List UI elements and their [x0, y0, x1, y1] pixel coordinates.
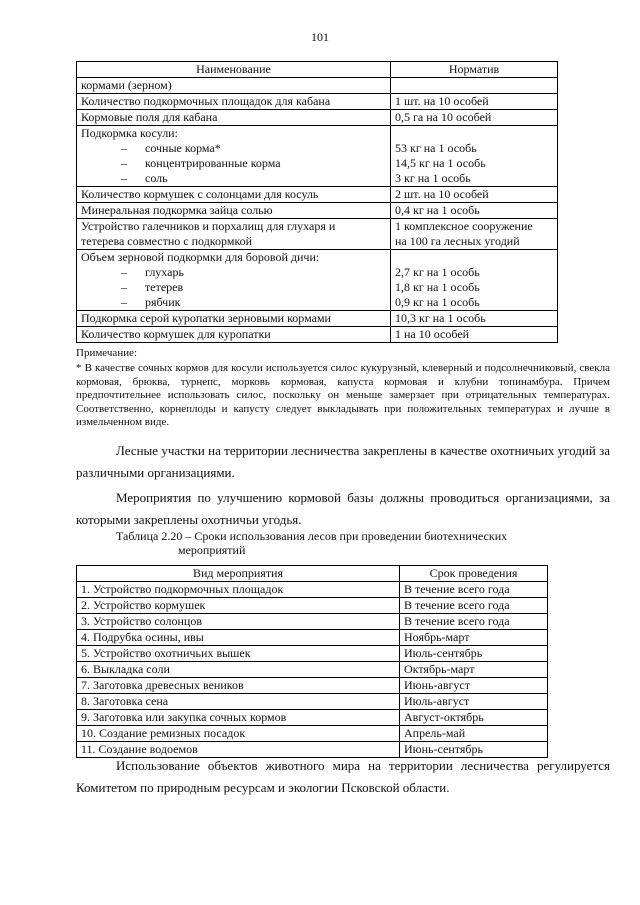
- table-row: [77, 94, 558, 110]
- sub-item-norm: 3 кг на 1 особь: [395, 171, 471, 185]
- caption-line: мероприятий: [178, 543, 246, 557]
- sub-item-name: соль: [145, 171, 168, 185]
- dash: –: [121, 171, 127, 185]
- column-header-activity: Вид мероприятия: [77, 566, 400, 582]
- table-row: [77, 78, 558, 94]
- column-header-period: Срок проведения: [400, 566, 548, 582]
- cell-period: Июль-август: [400, 694, 548, 710]
- cell-period: Апрель-май: [400, 726, 548, 742]
- dash: –: [121, 265, 127, 279]
- cell-period: Август-октябрь: [400, 710, 548, 726]
- sub-item: [81, 141, 386, 156]
- cell-norm: [391, 219, 558, 250]
- table-header-row: [77, 566, 548, 582]
- cell-norm: [391, 110, 558, 126]
- row-norm: 10,3 кг на 1 особь: [395, 311, 486, 325]
- cell-period: В течение всего года: [400, 582, 548, 598]
- cell-name: [77, 203, 391, 219]
- table-caption: [116, 529, 507, 557]
- row-name: Подкормка серой куропатки зерновыми кормами: [81, 311, 331, 325]
- row-norm: 1 шт. на 10 особей: [395, 94, 489, 108]
- sub-item-name: рябчик: [145, 295, 181, 309]
- cell-activity: 5. Устройство охотничьих вышек: [77, 646, 400, 662]
- table-row: [77, 110, 558, 126]
- sub-item-name: глухарь: [145, 265, 184, 279]
- row-name: Объем зерновой подкормки для боровой дичи:: [81, 250, 320, 264]
- sub-item: [81, 295, 386, 310]
- footnote: * В качестве сочных кормов для косули используется силос кукурузный, клеверный и подсолнечниковый, свекла кормовая, брюква, турнепс, морковь кормовая, капуста кормовая и клубни топинамбура. Причем предпочтительнее использовать силос, поскольку он меньше замерзает при отрицательных температурах. Соответственно, корнеплоды и капусту следует выкладывать при положительных температурах и лучше в измельченном виде.: [76, 362, 610, 428]
- row-norm: 1 комплексное сооружение: [395, 219, 533, 233]
- cell-norm: [391, 203, 558, 219]
- cell-period: В течение всего года: [400, 614, 548, 630]
- column-header-name: Наименование: [77, 62, 391, 78]
- sub-item-norm: 1,8 кг на 1 особь: [395, 280, 480, 294]
- row-name: Подкормка косули:: [81, 126, 178, 140]
- cell-name: [77, 250, 391, 311]
- row-norm: 0,5 га на 10 особей: [395, 110, 492, 124]
- row-name: Количество кормушек с солонцами для косуль: [81, 187, 319, 201]
- row-name: Количество кормушек для куропатки: [81, 327, 271, 341]
- table-row: [77, 646, 548, 662]
- cell-activity: 4. Подрубка осины, ивы: [77, 630, 400, 646]
- cell-norm: [391, 250, 558, 311]
- table-header-row: [77, 62, 558, 78]
- table-row: [77, 203, 558, 219]
- row-norm: [395, 250, 553, 265]
- table-row: [77, 126, 558, 187]
- table-row: [77, 710, 548, 726]
- dash: –: [121, 141, 127, 155]
- cell-norm: [391, 78, 558, 94]
- cell-name: [77, 126, 391, 187]
- row-name: Минеральная подкормка зайца солью: [81, 203, 273, 217]
- cell-activity: 1. Устройство подкормочных площадок: [77, 582, 400, 598]
- cell-period: Июнь-сентябрь: [400, 742, 548, 758]
- cell-period: Октябрь-март: [400, 662, 548, 678]
- cell-norm: [391, 311, 558, 327]
- sub-item-name: тетерев: [145, 280, 184, 294]
- row-name: Количество подкормочных площадок для кабана: [81, 94, 331, 108]
- table-row: [77, 678, 548, 694]
- cell-activity: 9. Заготовка или закупка сочных кормов: [77, 710, 400, 726]
- row-norm: 1 на 10 особей: [395, 327, 470, 341]
- sub-item: [81, 280, 386, 295]
- cell-period: В течение всего года: [400, 598, 548, 614]
- sub-item: [81, 156, 386, 171]
- sub-item-norm: 2,7 кг на 1 особь: [395, 265, 480, 279]
- cell-norm: [391, 327, 558, 343]
- note-label: Примечание:: [76, 347, 138, 359]
- table-row: [77, 250, 558, 311]
- sub-item-name: сочные корма*: [145, 141, 221, 155]
- row-norm: на 100 га лесных угодий: [395, 234, 520, 248]
- table-row: [77, 311, 558, 327]
- table-row: [77, 219, 558, 250]
- cell-name: [77, 110, 391, 126]
- table-row: [77, 630, 548, 646]
- column-header-norm: Норматив: [391, 62, 558, 78]
- caption-line: Таблица 2.20 – Сроки использования лесов при проведении биотехнических: [116, 529, 508, 543]
- paragraph: Лесные участки на территории лесничества закреплены в качестве охотничьих угодий за различными организациями.: [76, 443, 610, 480]
- dash: –: [121, 295, 127, 309]
- sub-item: [81, 171, 386, 186]
- dash: –: [121, 156, 127, 170]
- table-row: [77, 327, 558, 343]
- cell-activity: 3. Устройство солонцов: [77, 614, 400, 630]
- cell-norm: [391, 126, 558, 187]
- sub-item-norm: 53 кг на 1 особь: [395, 141, 477, 155]
- row-norm: 2 шт. на 10 особей: [395, 187, 489, 201]
- cell-activity: 11. Создание водоемов: [77, 742, 400, 758]
- row-name: Кормовые поля для кабана: [81, 110, 218, 124]
- table-row: [77, 726, 548, 742]
- sub-item-name: концентрированные корма: [145, 156, 281, 170]
- cell-activity: 7. Заготовка древесных веников: [77, 678, 400, 694]
- cell-period: Ноябрь-март: [400, 630, 548, 646]
- activities-schedule-table: [76, 565, 548, 758]
- table-row: [77, 598, 548, 614]
- table-row: [77, 187, 558, 203]
- cell-name: [77, 94, 391, 110]
- cell-name: [77, 311, 391, 327]
- row-norm: 0,4 кг на 1 особь: [395, 203, 480, 217]
- cell-name: [77, 78, 391, 94]
- row-name: Устройство галечников и порхалищ для глухаря и: [81, 219, 336, 233]
- table-row: [77, 582, 548, 598]
- cell-norm: [391, 187, 558, 203]
- feeding-norms-table: [76, 61, 558, 343]
- cell-period: Июнь-август: [400, 678, 548, 694]
- row-norm: [395, 78, 553, 93]
- cell-activity: 2. Устройство кормушек: [77, 598, 400, 614]
- table-row: [77, 694, 548, 710]
- sub-item-norm: 14,5 кг на 1 особь: [395, 156, 486, 170]
- sub-item: [81, 265, 386, 280]
- dash: –: [121, 280, 127, 294]
- row-name: тетерева совместно с подкормкой: [81, 234, 253, 248]
- cell-name: [77, 327, 391, 343]
- cell-period: Июль-сентябрь: [400, 646, 548, 662]
- paragraph: Использование объектов животного мира на территории лесничества регулируется Комитетом по природным ресурсам и экологии Псковской области.: [76, 758, 610, 795]
- table-row: [77, 614, 548, 630]
- page-number: 101: [311, 30, 329, 44]
- cell-name: [77, 187, 391, 203]
- cell-activity: 6. Выкладка соли: [77, 662, 400, 678]
- cell-name: [77, 219, 391, 250]
- table-row: [77, 662, 548, 678]
- paragraph: Мероприятия по улучшению кормовой базы должны проводиться организациями, за которыми закреплены охотничьи угодья.: [76, 490, 610, 527]
- cell-norm: [391, 94, 558, 110]
- row-name: кормами (зерном): [81, 78, 172, 92]
- cell-activity: 10. Создание ремизных посадок: [77, 726, 400, 742]
- sub-item-norm: 0,9 кг на 1 особь: [395, 295, 480, 309]
- cell-activity: 8. Заготовка сена: [77, 694, 400, 710]
- row-norm: [395, 126, 553, 141]
